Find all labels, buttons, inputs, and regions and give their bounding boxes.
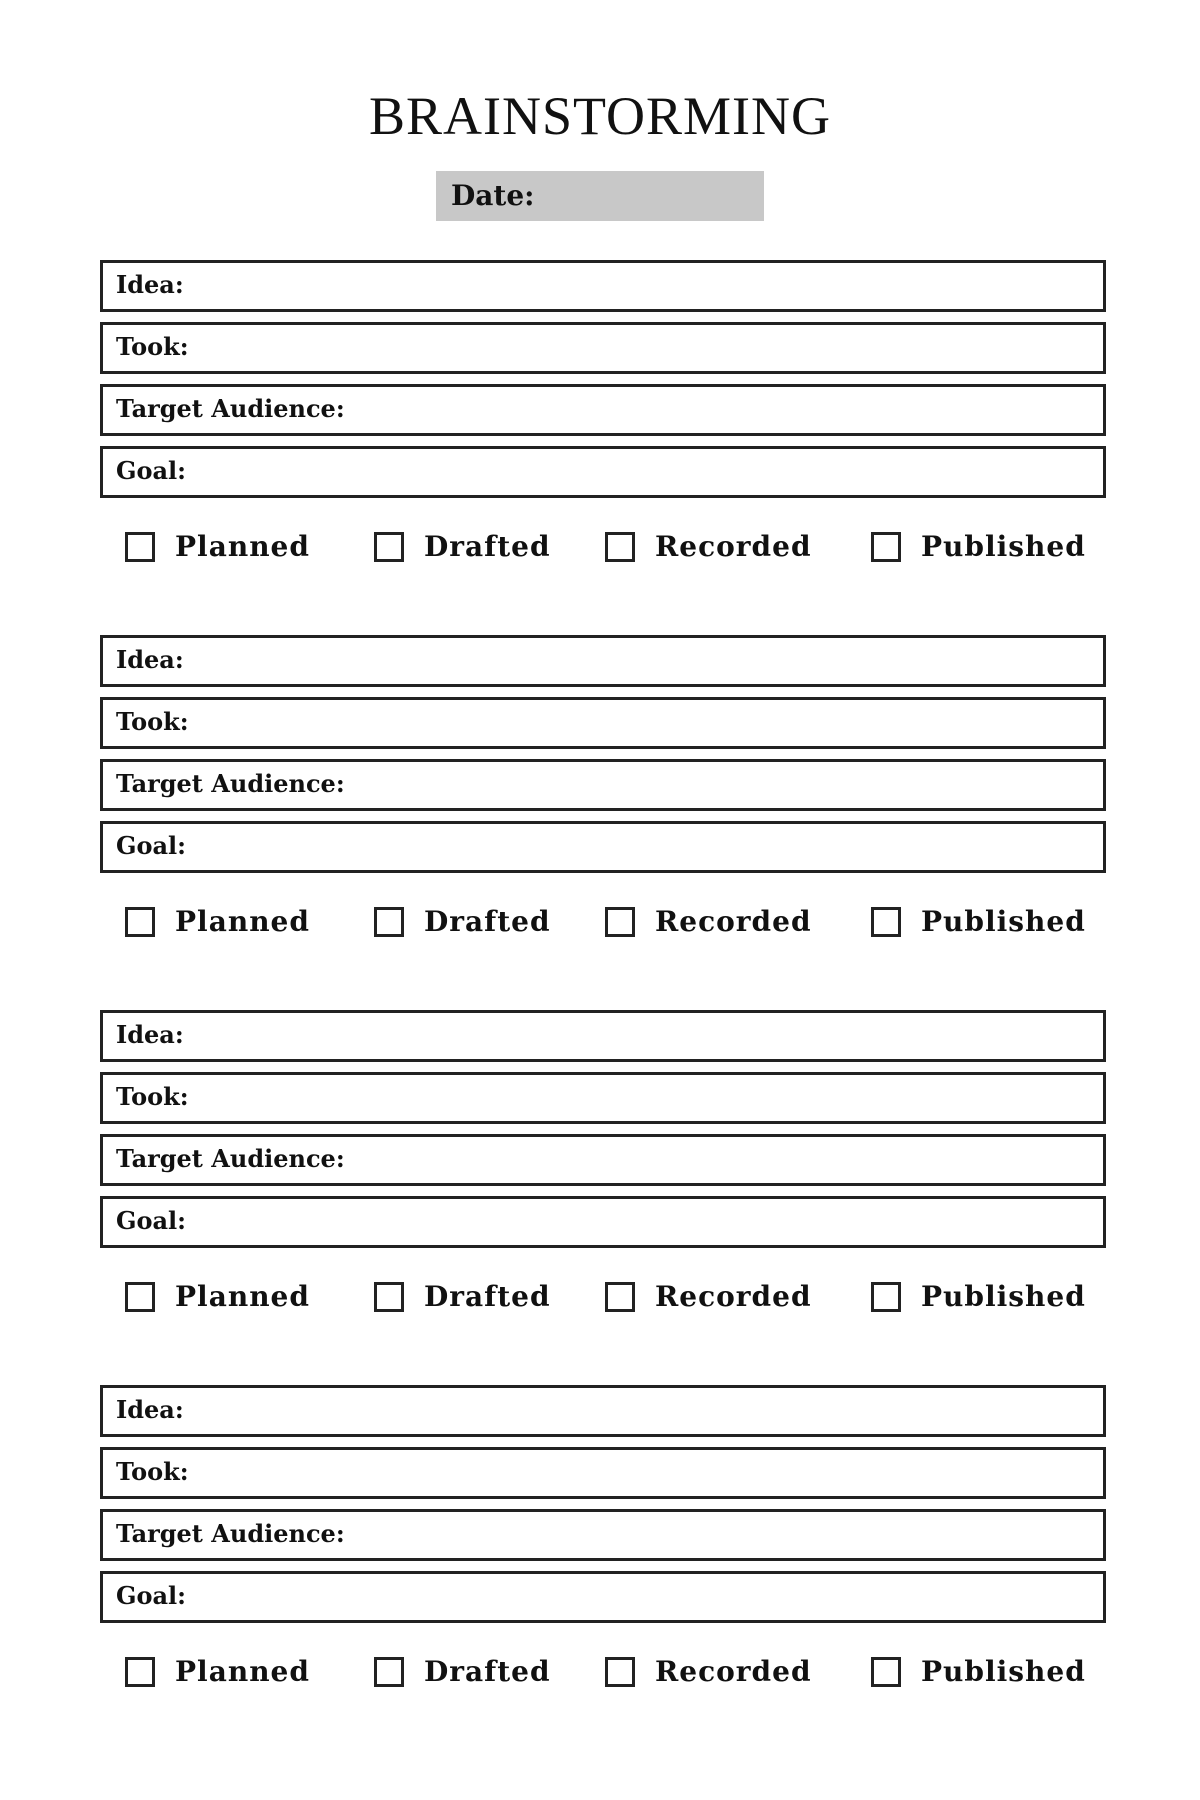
date-field[interactable] [436,171,764,221]
planned-label: Planned [175,905,310,938]
goal-field[interactable] [100,446,1106,498]
planned-label: Planned [175,1280,310,1313]
goal-field[interactable] [100,1196,1106,1248]
target-audience-field[interactable] [100,759,1106,811]
page-title: BRAINSTORMING [368,86,832,146]
took-field[interactable] [100,697,1106,749]
recorded-label: Recorded [655,1280,812,1313]
recorded-checkbox[interactable] [605,1657,635,1687]
idea-field[interactable] [100,1010,1106,1062]
goal-label: Goal: [116,1206,187,1235]
status-row [100,1652,1106,1692]
idea-label: Idea: [116,270,184,299]
recorded-checkbox[interactable] [605,532,635,562]
published-checkbox[interactable] [871,907,901,937]
recorded-checkbox[interactable] [605,1282,635,1312]
drafted-checkbox[interactable] [374,1657,404,1687]
took-field[interactable] [100,322,1106,374]
idea-field[interactable] [100,635,1106,687]
published-label: Published [921,530,1086,563]
target-audience-field[interactable] [100,1134,1106,1186]
status-row [100,1277,1106,1317]
recorded-checkbox[interactable] [605,907,635,937]
idea-field[interactable] [100,260,1106,312]
drafted-label: Drafted [424,530,551,563]
planned-checkbox[interactable] [125,907,155,937]
goal-field[interactable] [100,821,1106,873]
date-label: Date: [451,179,535,212]
planned-checkbox[interactable] [125,532,155,562]
took-field[interactable] [100,1447,1106,1499]
target-audience-field[interactable] [100,1509,1106,1561]
published-checkbox[interactable] [871,532,901,562]
published-checkbox[interactable] [871,1657,901,1687]
drafted-label: Drafted [424,905,551,938]
target-audience-field[interactable] [100,384,1106,436]
idea-label: Idea: [116,1395,184,1424]
goal-label: Goal: [116,831,187,860]
goal-label: Goal: [116,1581,187,1610]
published-label: Published [921,1280,1086,1313]
goal-field[interactable] [100,1571,1106,1623]
recorded-label: Recorded [655,905,812,938]
took-label: Took: [116,1082,189,1111]
planned-label: Planned [175,530,310,563]
planned-checkbox[interactable] [125,1657,155,1687]
idea-label: Idea: [116,645,184,674]
drafted-checkbox[interactable] [374,532,404,562]
goal-label: Goal: [116,456,187,485]
drafted-checkbox[interactable] [374,1282,404,1312]
planned-label: Planned [175,1655,310,1688]
idea-field[interactable] [100,1385,1106,1437]
target-audience-label: Target Audience: [116,769,345,798]
planned-checkbox[interactable] [125,1282,155,1312]
target-audience-label: Target Audience: [116,394,345,423]
published-checkbox[interactable] [871,1282,901,1312]
idea-label: Idea: [116,1020,184,1049]
target-audience-label: Target Audience: [116,1519,345,1548]
status-row [100,527,1106,567]
recorded-label: Recorded [655,530,812,563]
took-label: Took: [116,707,189,736]
drafted-label: Drafted [424,1280,551,1313]
took-label: Took: [116,332,189,361]
published-label: Published [921,905,1086,938]
took-field[interactable] [100,1072,1106,1124]
status-row [100,902,1106,942]
recorded-label: Recorded [655,1655,812,1688]
drafted-label: Drafted [424,1655,551,1688]
drafted-checkbox[interactable] [374,907,404,937]
published-label: Published [921,1655,1086,1688]
took-label: Took: [116,1457,189,1486]
target-audience-label: Target Audience: [116,1144,345,1173]
